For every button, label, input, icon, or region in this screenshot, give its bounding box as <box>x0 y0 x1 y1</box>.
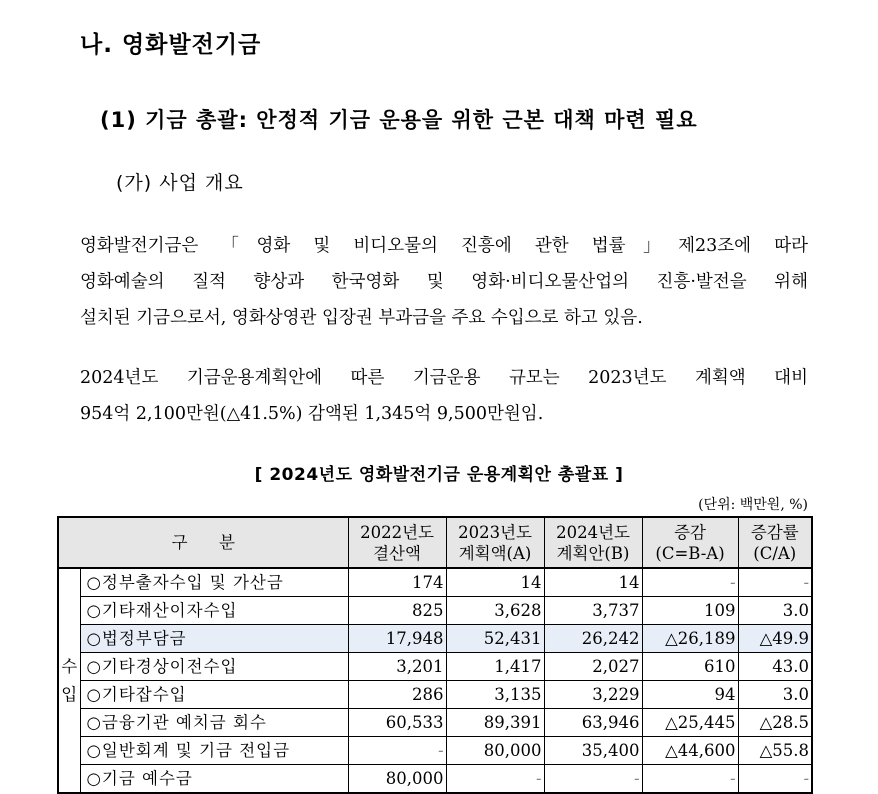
section-heading: 나. 영화발전기금 <box>80 32 262 58</box>
row-item-label: ○기타잡수입 <box>80 681 348 709</box>
cell-2024: 14 <box>544 568 642 597</box>
cell-change: △26,189 <box>642 625 738 653</box>
cell-2023: 80,000 <box>446 737 544 765</box>
header-2024: 2024년도 계획안(B) <box>544 517 642 568</box>
cell-2023: 14 <box>446 568 544 597</box>
cell-change: - <box>642 765 738 794</box>
cell-2023: 3,135 <box>446 681 544 709</box>
fund-summary-table <box>57 516 813 794</box>
table-row <box>58 625 812 653</box>
cell-change-rate: △28.5 <box>738 709 812 737</box>
cell-2022: 60,533 <box>348 709 446 737</box>
cell-2022: 174 <box>348 568 446 597</box>
cell-change: △44,600 <box>642 737 738 765</box>
table-header-row <box>58 517 812 568</box>
cell-2022: 17,948 <box>348 625 446 653</box>
cell-2024: 3,737 <box>544 597 642 625</box>
row-item-label: ○일반회계 및 기금 전입금 <box>80 737 348 765</box>
subsection-heading: (1) 기금 총괄: 안정적 기금 운용을 위한 근본 대책 마련 필요 <box>100 108 698 132</box>
cell-change: - <box>642 568 738 597</box>
table-title: [ 2024년도 영화발전기금 운용계획안 총괄표 ] <box>254 465 624 485</box>
row-item-label: ○법정부담금 <box>80 625 348 653</box>
row-item-label: ○기타경상이전수입 <box>80 653 348 681</box>
cell-2024: - <box>544 765 642 794</box>
table-row <box>58 681 812 709</box>
cell-2022: 80,000 <box>348 765 446 794</box>
header-2023: 2023년도 계획액(A) <box>446 517 544 568</box>
table-row <box>58 709 812 737</box>
row-item-label: ○기타재산이자수입 <box>80 597 348 625</box>
cell-2023: 52,431 <box>446 625 544 653</box>
paragraph-line: 설치된 기금으로서, 영화상영관 입장권 부과금을 주요 수입으로 하고 있음. <box>80 308 643 328</box>
table-row <box>58 765 812 794</box>
cell-change-rate: 3.0 <box>738 597 812 625</box>
cell-2024: 35,400 <box>544 737 642 765</box>
header-category: 구 분 <box>58 517 348 568</box>
cell-2023: 1,417 <box>446 653 544 681</box>
cell-change: 94 <box>642 681 738 709</box>
cell-2022: 825 <box>348 597 446 625</box>
table-row <box>58 597 812 625</box>
paragraph-line: 954억 2,100만원(△41.5%) 감액된 1,345억 9,500만원임. <box>80 404 544 424</box>
paragraph-line: 2024년도 기금운용계획안에 따른 기금운용 규모는 2023년도 계획액 대비 <box>80 368 808 388</box>
cell-2024: 2,027 <box>544 653 642 681</box>
cell-change-rate: △55.8 <box>738 737 812 765</box>
header-change: 증감 (C=B-A) <box>642 517 738 568</box>
header-change-rate: 증감률 (C/A) <box>738 517 812 568</box>
subsubsection-heading: (가) 사업 개요 <box>116 172 244 194</box>
table-row <box>58 568 812 597</box>
cell-2023: 3,628 <box>446 597 544 625</box>
cell-change: 610 <box>642 653 738 681</box>
cell-change-rate: △49.9 <box>738 625 812 653</box>
revenue-side-label <box>58 568 80 793</box>
cell-2022: 3,201 <box>348 653 446 681</box>
table-row <box>58 737 812 765</box>
header-2022: 2022년도 결산액 <box>348 517 446 568</box>
cell-2022: - <box>348 737 446 765</box>
paragraph-line: 영화발전기금은 「영화 및 비디오물의 진흥에 관한 법률」제23조에 따라 <box>80 236 808 256</box>
cell-change-rate: - <box>738 568 812 597</box>
cell-2024: 26,242 <box>544 625 642 653</box>
cell-2024: 3,229 <box>544 681 642 709</box>
cell-2023: 89,391 <box>446 709 544 737</box>
cell-change: 109 <box>642 597 738 625</box>
row-item-label: ○기금 예수금 <box>80 765 348 794</box>
cell-change-rate: 43.0 <box>738 653 812 681</box>
row-item-label: ○정부출자수입 및 가산금 <box>80 568 348 597</box>
side-label-char: 입 <box>61 684 78 704</box>
side-label-char: 수 <box>61 656 78 676</box>
cell-2022: 286 <box>348 681 446 709</box>
paragraph-line: 영화예술의 질적 향상과 한국영화 및 영화·비디오물산업의 진흥·발전을 위해 <box>80 272 808 292</box>
table-unit-note: (단위: 백만원, %) <box>698 497 808 513</box>
cell-change-rate: 3.0 <box>738 681 812 709</box>
cell-2023: - <box>446 765 544 794</box>
cell-2024: 63,946 <box>544 709 642 737</box>
cell-change: △25,445 <box>642 709 738 737</box>
row-item-label: ○금융기관 예치금 회수 <box>80 709 348 737</box>
cell-change-rate: - <box>738 765 812 794</box>
table-row <box>58 653 812 681</box>
